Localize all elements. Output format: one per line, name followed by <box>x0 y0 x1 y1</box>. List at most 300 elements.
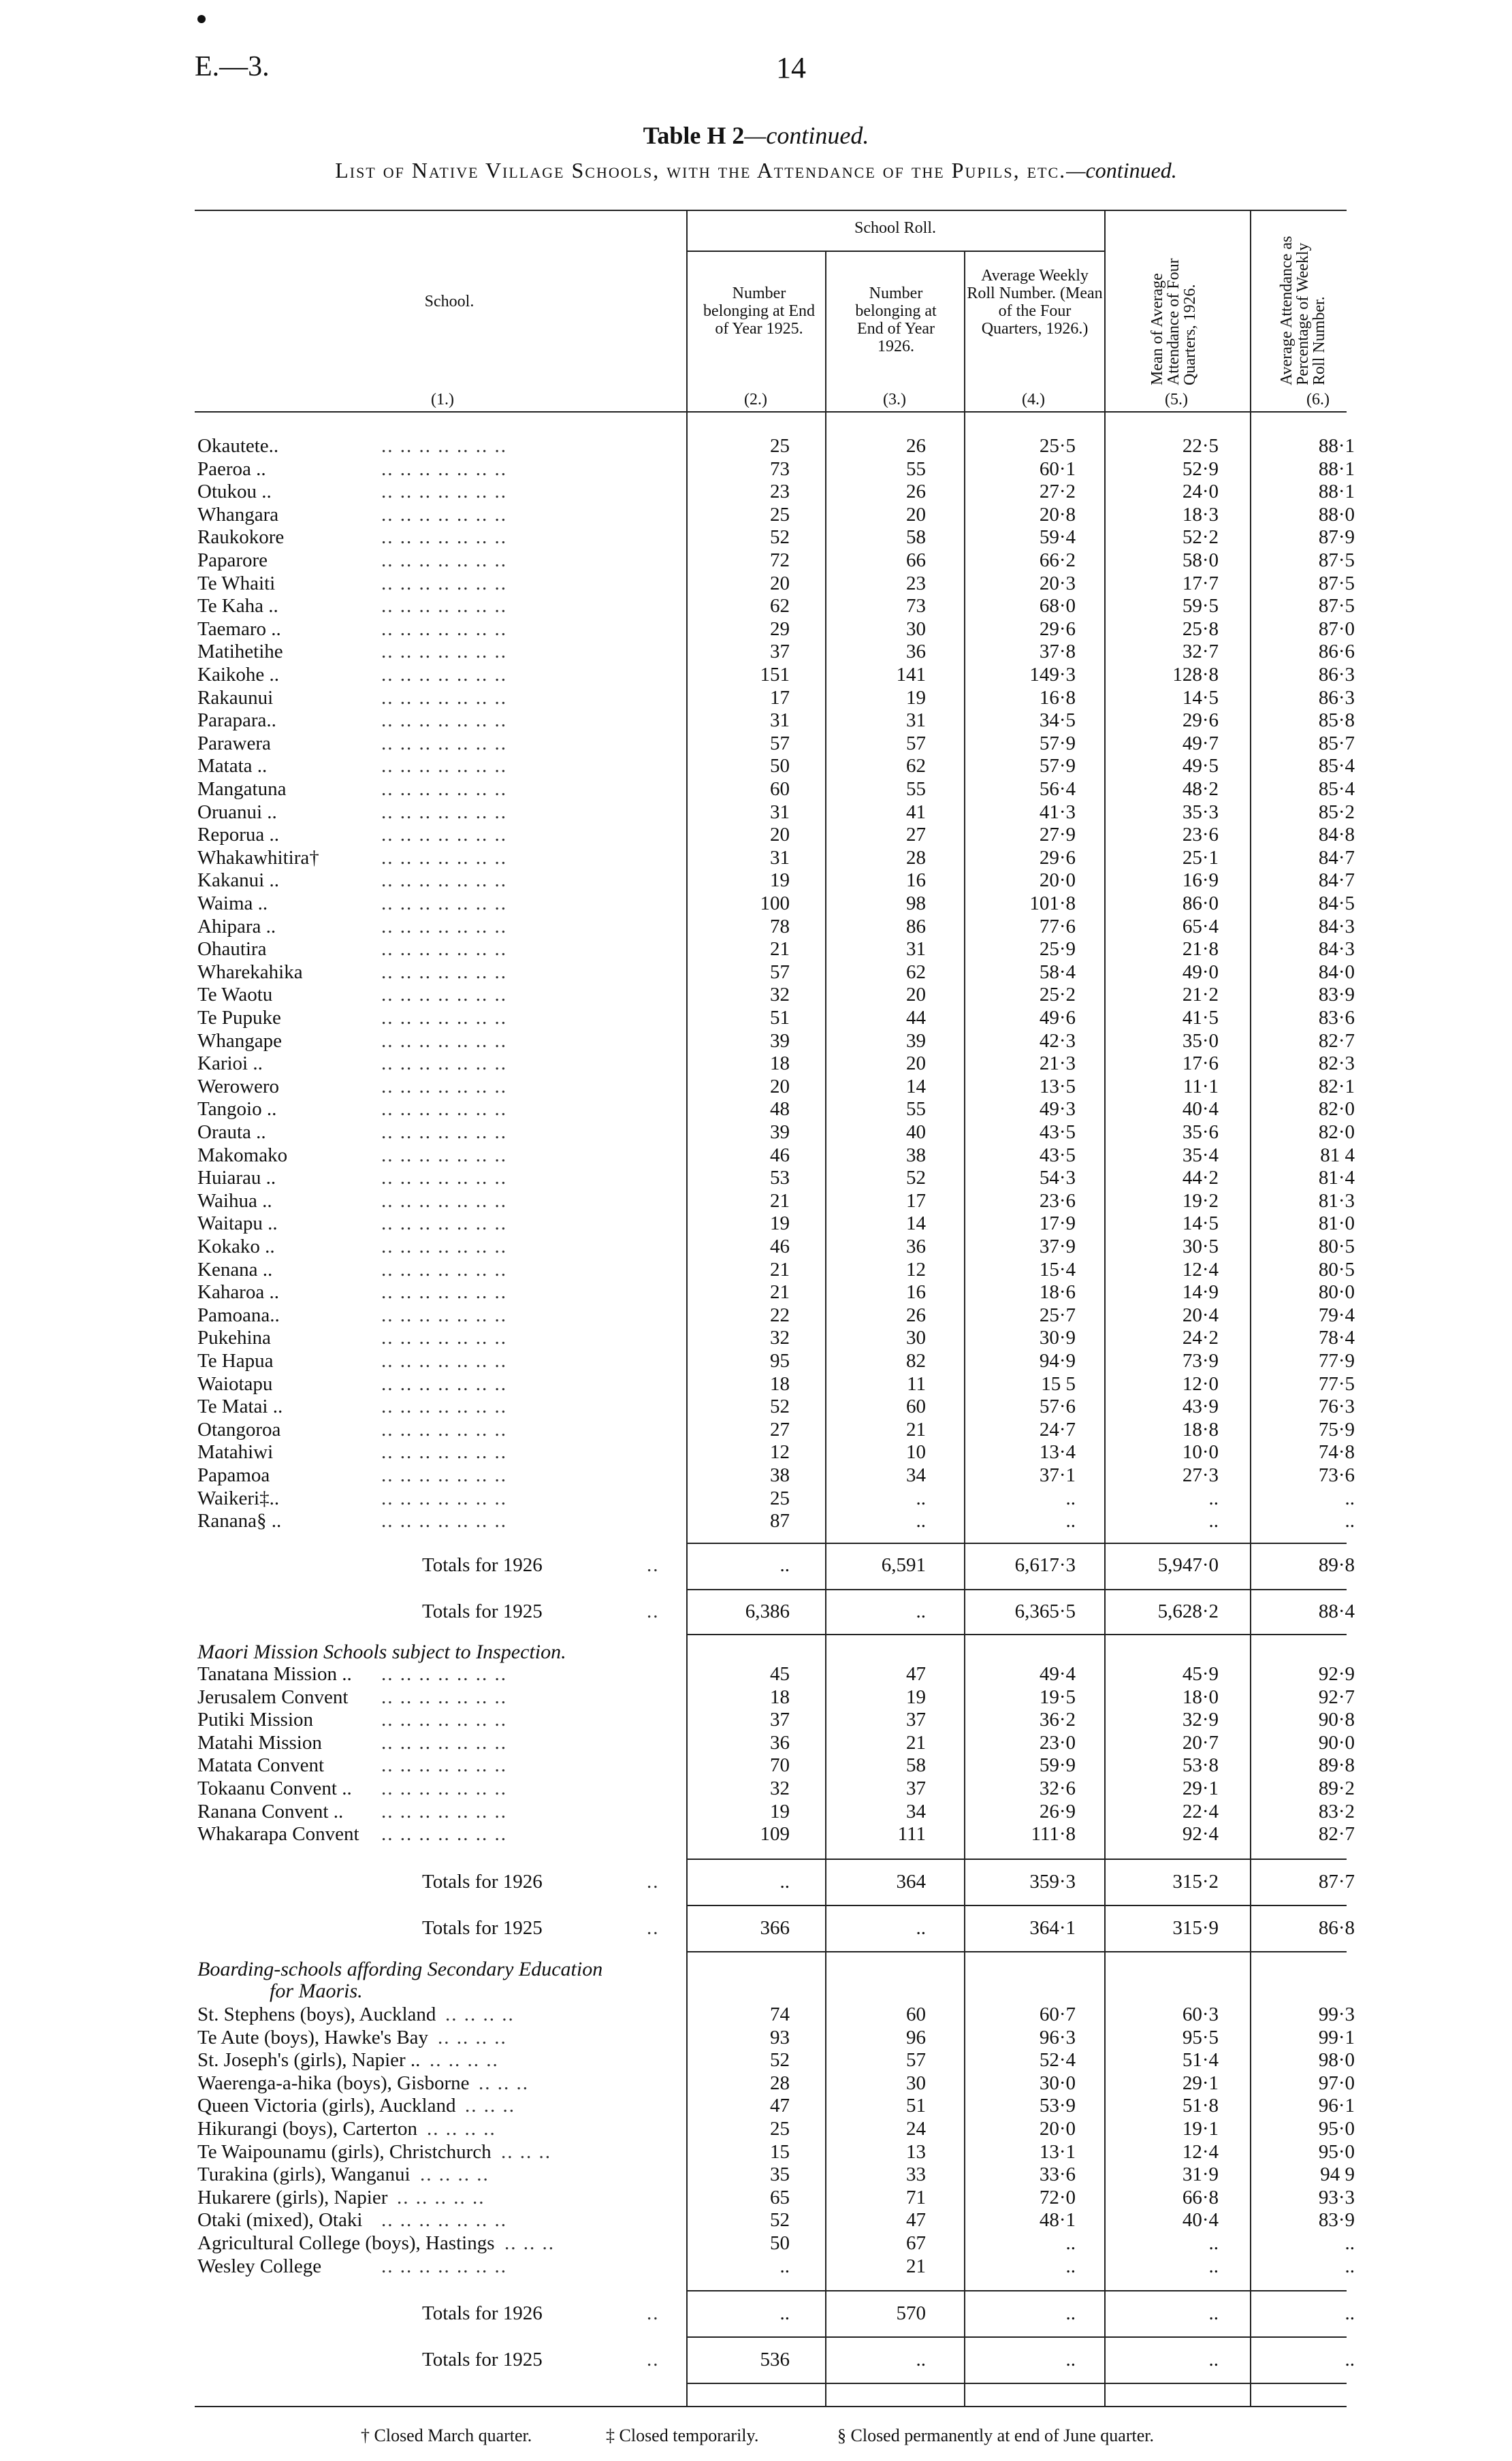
table-row <box>0 1006 1512 1029</box>
cell-col2: 21 <box>770 1281 790 1304</box>
cell-col2: 21 <box>770 938 790 961</box>
leader-dots: .. .. .. <box>479 2072 529 2094</box>
cell-col2: 366 <box>760 1917 790 1939</box>
leader-dots: .. .. .. .. .. .. .. <box>381 1754 507 1777</box>
cell-col6: 82·0 <box>1318 1121 1355 1143</box>
table-row <box>0 1754 1512 1777</box>
cell-col2: 31 <box>770 801 790 823</box>
cell-col3: 33 <box>906 2164 926 2186</box>
leader-dots: .. .. .. .. .. .. .. <box>381 595 507 617</box>
cell-col6: 81·4 <box>1318 1167 1355 1189</box>
table-row <box>0 2140 1512 2164</box>
school-name: Ranana Convent .. <box>197 1800 344 1822</box>
table-row <box>0 1304 1512 1327</box>
school-roll-rule <box>686 251 1104 252</box>
table-row <box>0 709 1512 732</box>
leader-dots: .. .. .. .. .. .. .. <box>381 1052 507 1075</box>
table-row <box>0 777 1512 801</box>
cell-col2: 36 <box>770 1731 790 1754</box>
cell-col3: 16 <box>906 1281 926 1304</box>
cell-col6: 77·5 <box>1318 1372 1355 1395</box>
leader-dots: .. .. .. .. .. .. .. <box>381 1144 507 1166</box>
school-name: Wesley College <box>197 2255 322 2277</box>
leader-dots: .. .. .. .. .. .. .. <box>381 1372 507 1395</box>
cell-col3: 141 <box>896 664 926 686</box>
table-row <box>0 1144 1512 1167</box>
cell-col3: 37 <box>906 1709 926 1731</box>
cell-col4: 359·3 <box>1029 1871 1076 1893</box>
table-row <box>0 1281 1512 1304</box>
school-name: Oruanui .. <box>197 801 277 823</box>
leader-dots: .. .. .. .. .. .. .. <box>381 1281 507 1304</box>
table-row <box>0 1372 1512 1396</box>
school-name: Te Waipounamu (girls), Christchurch <box>197 2140 492 2163</box>
cell-col6: .. <box>1345 2349 1355 2370</box>
cell-col4: 37·9 <box>1039 1236 1076 1257</box>
cell-col2: 38 <box>770 1464 790 1486</box>
cell-col6: 99·3 <box>1318 2004 1355 2025</box>
cell-col6: 86·6 <box>1318 641 1355 663</box>
cell-col5: 92·4 <box>1182 1823 1219 1846</box>
cell-col5: 11·1 <box>1183 1075 1219 1097</box>
cell-col4: .. <box>1065 1510 1076 1532</box>
cell-col4: 96·3 <box>1039 2026 1076 2048</box>
cell-col2: 52 <box>770 526 790 549</box>
cell-col2: 93 <box>770 2026 790 2048</box>
cell-col3: .. <box>916 1917 926 1939</box>
leader-dots: .. .. .. .. .. .. .. <box>381 1418 507 1441</box>
cell-col4: 34·5 <box>1039 709 1076 732</box>
cell-col6: 88·1 <box>1318 435 1355 457</box>
col-divider-1 <box>686 210 688 411</box>
cell-col6: 90·0 <box>1318 1731 1355 1754</box>
cell-col2: 25 <box>770 2118 790 2140</box>
cell-col2: 52 <box>770 2049 790 2072</box>
table-row <box>0 983 1512 1006</box>
school-name: Ohautira <box>197 938 267 961</box>
cell-col3: 12 <box>906 1258 926 1281</box>
school-name: Kokako .. <box>197 1236 275 1257</box>
leader-dots: .. .. .. .. .. .. .. <box>381 1731 507 1754</box>
table-row <box>0 1509 1512 1532</box>
cell-col5: 315·2 <box>1172 1871 1219 1893</box>
leader-dots: .. <box>647 1871 660 1893</box>
school-name: Ranana§ .. <box>197 1510 282 1532</box>
table-row <box>0 2186 1512 2209</box>
cell-col6: 81·0 <box>1318 1212 1355 1235</box>
cell-col4: 13·1 <box>1039 2140 1076 2163</box>
cell-col5: .. <box>1208 1487 1219 1509</box>
cell-col4: 57·9 <box>1039 755 1076 777</box>
totals-row <box>0 2302 1512 2325</box>
cell-col4: 13·4 <box>1039 1441 1076 1464</box>
header-col6: Average Attendance as Percentage of Weekly Roll Number. <box>1278 236 1328 385</box>
leader-dots: .. .. .. .. .. .. .. <box>381 1007 507 1029</box>
cell-col4: 42·3 <box>1039 1029 1076 1052</box>
cell-col3: 55 <box>906 457 926 480</box>
school-name: Waikeri‡.. <box>197 1487 280 1509</box>
cell-col6: 87·0 <box>1318 617 1355 640</box>
table-row <box>0 617 1512 641</box>
cell-col3: 73 <box>906 595 926 617</box>
cell-col6: 74·8 <box>1318 1441 1355 1464</box>
leader-dots: .. .. .. .. .. .. .. <box>381 732 507 754</box>
cell-col5: 51·8 <box>1182 2095 1219 2117</box>
village-totals-rule-3 <box>686 1634 1347 1635</box>
cell-col5: 17·7 <box>1182 572 1219 594</box>
cell-col5: 73·9 <box>1182 1350 1219 1372</box>
cell-col4: 16·8 <box>1039 686 1076 709</box>
cell-col6: 73·6 <box>1318 1464 1355 1486</box>
cell-col6: 86·3 <box>1318 664 1355 686</box>
cell-col2: 57 <box>770 961 790 983</box>
cell-col6: 81 4 <box>1320 1144 1355 1166</box>
cell-col5: 48·2 <box>1182 778 1219 800</box>
cell-col4: 20·0 <box>1039 869 1076 892</box>
leader-dots: .. .. .. .. .. .. .. <box>381 549 507 571</box>
cell-col6: 97·0 <box>1318 2072 1355 2094</box>
table-row <box>0 572 1512 595</box>
cell-col6: 87·5 <box>1318 549 1355 571</box>
cell-col5: 41·5 <box>1182 1007 1219 1029</box>
cell-col4: 60·7 <box>1039 2004 1076 2025</box>
cell-col6: 87·5 <box>1318 572 1355 594</box>
table-row <box>0 457 1512 481</box>
school-name: Waiotapu <box>197 1372 273 1395</box>
cell-col5: .. <box>1208 2349 1219 2370</box>
totals-label: Totals for 1926 <box>422 1871 543 1893</box>
cell-col2: 73 <box>770 457 790 480</box>
cell-col6: 84·3 <box>1318 938 1355 961</box>
cell-col5: 14·9 <box>1182 1281 1219 1304</box>
leader-dots: .. .. .. .. .. .. .. <box>381 755 507 777</box>
school-name: Wharekahika <box>197 961 303 983</box>
cell-col4: 111·8 <box>1031 1823 1076 1846</box>
leader-dots: .. .. .. .. .. .. .. <box>381 1823 507 1846</box>
school-name: Te Kaha .. <box>197 595 278 617</box>
school-name: Turakina (girls), Wanganui <box>197 2164 411 2186</box>
cell-col4: 33·6 <box>1039 2164 1076 2186</box>
cell-col4: .. <box>1065 2232 1076 2254</box>
table-row <box>0 1441 1512 1464</box>
cell-col3: 26 <box>906 435 926 457</box>
school-name: Kaikohe .. <box>197 664 279 686</box>
cell-col3: 39 <box>906 1029 926 1052</box>
cell-col5: 60·3 <box>1182 2004 1219 2025</box>
cell-col6: 85·2 <box>1318 801 1355 823</box>
leader-dots: .. .. .. .. .. .. .. <box>381 526 507 549</box>
leader-dots: .. .. .. .. .. .. .. <box>381 1098 507 1121</box>
school-name: Kakanui .. <box>197 869 279 892</box>
cell-col6: .. <box>1345 1487 1355 1509</box>
cell-col6: 80·5 <box>1318 1258 1355 1281</box>
cell-col5: 22·5 <box>1182 435 1219 457</box>
cell-col5: 5,947·0 <box>1157 1554 1219 1576</box>
leader-dots: .. .. .. .. .. .. .. <box>381 2255 507 2277</box>
header-bottom-rule <box>195 411 1347 413</box>
cell-col6: 83·2 <box>1318 1800 1355 1822</box>
header-col4: Average Weekly Roll Number. (Mean of the Four Quarters, 1926.) <box>967 267 1103 338</box>
table-row <box>0 754 1512 777</box>
cell-col2: 72 <box>770 549 790 571</box>
cell-col5: 10·0 <box>1182 1441 1219 1464</box>
cell-col4: 52·4 <box>1039 2049 1076 2072</box>
cell-col2: 78 <box>770 915 790 937</box>
header-col5: Mean of Average Attendance of Four Quarters, 1926. <box>1148 258 1199 385</box>
cell-col3: 26 <box>906 1304 926 1326</box>
cell-col6: 84·7 <box>1318 846 1355 869</box>
cell-col5: 21·2 <box>1182 984 1219 1006</box>
table-row <box>0 1097 1512 1121</box>
cell-col4: 59·4 <box>1039 526 1076 549</box>
cell-col4: 57·9 <box>1039 732 1076 754</box>
table-row <box>0 2026 1512 2049</box>
table-row <box>0 869 1512 892</box>
table-row <box>0 961 1512 984</box>
cell-col6: 86·8 <box>1318 1917 1355 1939</box>
cell-col2: 50 <box>770 755 790 777</box>
totals-label: Totals for 1926 <box>422 2302 543 2324</box>
table-row <box>0 892 1512 915</box>
cell-col3: 20 <box>906 984 926 1006</box>
totals-row <box>0 1600 1512 1623</box>
cell-col2: .. <box>779 1871 790 1893</box>
cell-col2: 31 <box>770 846 790 869</box>
leader-dots: .. .. .. .. .. .. .. <box>381 1663 507 1685</box>
leader-dots: .. .. .. .. .. .. .. <box>381 1189 507 1212</box>
leader-dots: .. .. .. .. <box>445 2004 515 2025</box>
cell-col2: 87 <box>770 1510 790 1532</box>
cell-col2: 25 <box>770 503 790 526</box>
leader-dots: .. .. .. .. .. .. .. <box>381 1121 507 1143</box>
table-row <box>0 1349 1512 1372</box>
cell-col4: 32·6 <box>1039 1778 1076 1799</box>
cell-col3: 14 <box>906 1212 926 1235</box>
cell-col5: .. <box>1208 1510 1219 1532</box>
cell-col4: 77·6 <box>1039 915 1076 937</box>
cell-col4: 54·3 <box>1039 1167 1076 1189</box>
cell-col2: 39 <box>770 1029 790 1052</box>
table-row <box>0 2255 1512 2278</box>
cell-col5: 40·4 <box>1182 2209 1219 2232</box>
table-row <box>0 526 1512 549</box>
school-name: Whakarapa Convent <box>197 1823 359 1846</box>
cell-col4: 27·9 <box>1039 824 1076 846</box>
table-row <box>0 549 1512 572</box>
cell-col5: 14·5 <box>1182 686 1219 709</box>
totals-label: Totals for 1926 <box>422 1554 543 1576</box>
cell-col6: .. <box>1345 2255 1355 2277</box>
cell-col2: 52 <box>770 1396 790 1418</box>
cell-col2: 29 <box>770 617 790 640</box>
table-row <box>0 1800 1512 1823</box>
cell-col4: 23·6 <box>1039 1189 1076 1212</box>
cell-col4: 21·3 <box>1039 1052 1076 1075</box>
cell-col4: 36·2 <box>1039 1709 1076 1731</box>
cell-col6: 82·7 <box>1318 1029 1355 1052</box>
cell-col2: 20 <box>770 1075 790 1097</box>
school-name: Waihua .. <box>197 1189 272 1212</box>
cell-col3: 13 <box>906 2140 926 2163</box>
village-totals-rule-2 <box>686 1589 1347 1590</box>
cell-col3: 57 <box>906 2049 926 2072</box>
cell-col2: 18 <box>770 1686 790 1708</box>
school-name: Ahipara .. <box>197 915 276 937</box>
table-row <box>0 503 1512 526</box>
cell-col2: 47 <box>770 2095 790 2117</box>
school-name: Pamoana.. <box>197 1304 280 1326</box>
leader-dots: .. .. .. <box>465 2095 515 2117</box>
leader-dots: .. .. .. .. <box>438 2026 507 2048</box>
cell-col5: 51·4 <box>1182 2049 1219 2072</box>
header-num-4: (4.) <box>1022 391 1045 408</box>
cell-col3: 47 <box>906 2209 926 2232</box>
cell-col5: 22·4 <box>1182 1800 1219 1822</box>
cell-col6: 85·4 <box>1318 778 1355 800</box>
cell-col2: 20 <box>770 824 790 846</box>
school-name: Hikurangi (boys), Carterton <box>197 2118 417 2140</box>
cell-col2: 27 <box>770 1418 790 1441</box>
cell-col3: 60 <box>906 1396 926 1418</box>
cell-col2: 25 <box>770 435 790 457</box>
cell-col2: 37 <box>770 641 790 663</box>
cell-col3: 34 <box>906 1800 926 1822</box>
leader-dots: .. .. .. .. .. .. .. <box>381 1800 507 1822</box>
cell-col3: 570 <box>896 2302 926 2324</box>
cell-col3: 51 <box>906 2095 926 2117</box>
cell-col3: 86 <box>906 915 926 937</box>
leader-dots: .. .. .. .. .. .. .. <box>381 1212 507 1235</box>
leader-dots: .. <box>647 1554 660 1576</box>
cell-col3: 38 <box>906 1144 926 1166</box>
cell-col3: 66 <box>906 549 926 571</box>
cell-col5: 31·9 <box>1182 2164 1219 2186</box>
cell-col5: 5,628·2 <box>1157 1601 1219 1622</box>
col-divider-2 <box>825 251 826 411</box>
cell-col5: 65·4 <box>1182 915 1219 937</box>
cell-col2: 18 <box>770 1372 790 1395</box>
cell-col5: 12·0 <box>1182 1372 1219 1395</box>
header-school: School. <box>424 293 474 310</box>
school-name: Kenana .. <box>197 1258 273 1281</box>
cell-col5: 53·8 <box>1182 1754 1219 1777</box>
leader-dots: .. .. .. <box>501 2140 551 2163</box>
cell-col6: 85·7 <box>1318 732 1355 754</box>
cell-col2: 95 <box>770 1350 790 1372</box>
list-title-main: List of Native Village Schools, with the Attendance of the Pupils, etc. <box>335 158 1067 182</box>
school-name: Matihetihe <box>197 641 283 663</box>
cell-col4: .. <box>1065 2349 1076 2370</box>
cell-col4: 49·3 <box>1039 1098 1076 1121</box>
school-name: Tokaanu Convent .. <box>197 1778 352 1799</box>
cell-col6: 88·0 <box>1318 503 1355 526</box>
table-row <box>0 1052 1512 1075</box>
cell-col6: 98·0 <box>1318 2049 1355 2072</box>
cell-col5: 20·4 <box>1182 1304 1219 1326</box>
leader-dots: .. .. .. .. .. .. .. <box>381 869 507 892</box>
cell-col4: 23·0 <box>1039 1731 1076 1754</box>
cell-col6: 82·0 <box>1318 1098 1355 1121</box>
leader-dots: .. .. .. .. .. .. .. <box>381 1258 507 1281</box>
table-row <box>0 823 1512 846</box>
school-name: Waitapu .. <box>197 1212 278 1235</box>
leader-dots: .. .. .. .. .. .. .. <box>381 503 507 526</box>
cell-col5: 49·7 <box>1182 732 1219 754</box>
cell-col3: 14 <box>906 1075 926 1097</box>
cell-col4: 48·1 <box>1039 2209 1076 2232</box>
cell-col6: 92·9 <box>1318 1663 1355 1685</box>
cell-col5: 52·2 <box>1182 526 1219 549</box>
leader-dots: .. .. .. .. .. .. .. <box>381 846 507 869</box>
school-name: Otukou .. <box>197 481 272 503</box>
table-row <box>0 2094 1512 2117</box>
header-num-2: (2.) <box>744 391 767 408</box>
cell-col6: 79·4 <box>1318 1304 1355 1326</box>
cell-col4: 17·9 <box>1039 1212 1076 1235</box>
cell-col5: 20·7 <box>1182 1731 1219 1754</box>
cell-col5: 40·4 <box>1182 1098 1219 1121</box>
leader-dots: .. .. .. .. .. .. .. <box>381 1167 507 1189</box>
leader-dots: .. <box>647 1917 660 1939</box>
cell-col2: 46 <box>770 1236 790 1257</box>
cell-col5: 24·2 <box>1182 1327 1219 1349</box>
cell-col3: 26 <box>906 481 926 503</box>
cell-col3: 58 <box>906 526 926 549</box>
school-name: Matata Convent <box>197 1754 325 1777</box>
cell-col5: 128·8 <box>1172 664 1219 686</box>
school-name: Putiki Mission <box>197 1709 314 1731</box>
cell-col3: 11 <box>907 1372 926 1395</box>
table-row <box>0 1189 1512 1212</box>
cell-col6: 77·9 <box>1318 1350 1355 1372</box>
cell-col2: 19 <box>770 869 790 892</box>
cell-col4: 15·4 <box>1039 1258 1076 1281</box>
school-name: Te Hapua <box>197 1350 274 1372</box>
leader-dots: .. .. .. .. .. .. .. <box>381 1350 507 1372</box>
table-row <box>0 1258 1512 1281</box>
leader-dots: .. .. .. .. .. .. .. <box>381 1709 507 1731</box>
cell-col4: 13·5 <box>1039 1075 1076 1097</box>
table-row <box>0 2163 1512 2186</box>
cell-col2: 74 <box>770 2004 790 2025</box>
leader-dots: .. .. .. .. .. .. .. <box>381 778 507 800</box>
leader-dots: .. .. .. .. .. .. .. <box>381 984 507 1006</box>
cell-col6: 86·3 <box>1318 686 1355 709</box>
cell-col4: 24·7 <box>1039 1418 1076 1441</box>
totals-label: Totals for 1925 <box>422 2349 543 2370</box>
cell-col4: 29·6 <box>1039 846 1076 869</box>
table-row <box>0 686 1512 709</box>
cell-col5: 59·5 <box>1182 595 1219 617</box>
cell-col5: 12·4 <box>1182 2140 1219 2163</box>
footnote-closed-temporarily: ‡ Closed temporarily. <box>606 2426 759 2445</box>
table-row <box>0 915 1512 938</box>
cell-col4: 364·1 <box>1029 1917 1076 1939</box>
cell-col3: 55 <box>906 778 926 800</box>
header-col3: Number belonging at End of Year 1926. <box>855 285 937 355</box>
cell-col5: 16·9 <box>1182 869 1219 892</box>
cell-col5: 315·9 <box>1172 1917 1219 1939</box>
cell-col3: 21 <box>906 2255 926 2277</box>
leader-dots: .. .. .. <box>504 2232 555 2254</box>
cell-col6: 89·8 <box>1318 1554 1355 1576</box>
school-name: St. Joseph's (girls), Napier .. <box>197 2049 421 2072</box>
cell-col6: 83·9 <box>1318 2209 1355 2232</box>
cell-col2: 51 <box>770 1007 790 1029</box>
cell-col6: 96·1 <box>1318 2095 1355 2117</box>
school-name: Agricultural College (boys), Hastings <box>197 2232 495 2254</box>
cell-col5: 35·4 <box>1182 1144 1219 1166</box>
